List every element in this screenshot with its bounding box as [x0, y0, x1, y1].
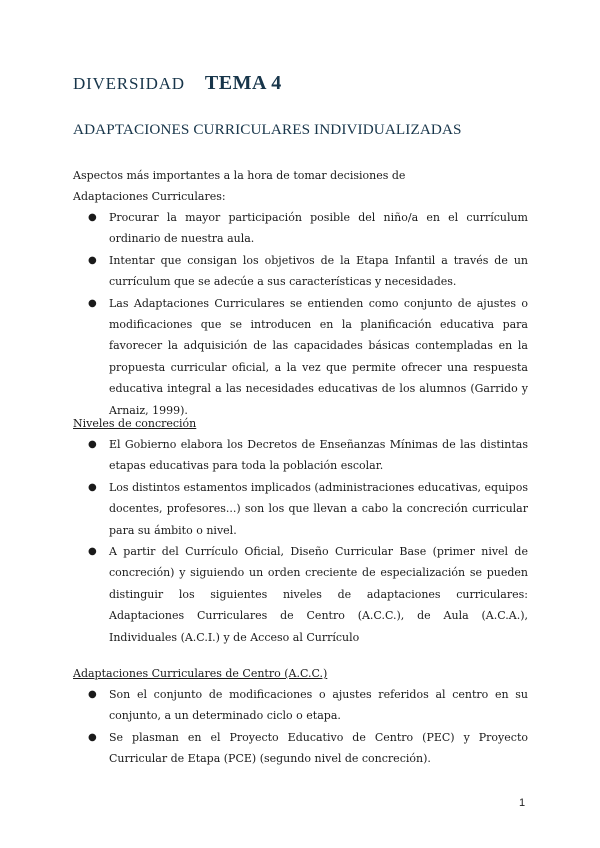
list-item: [73, 250, 528, 293]
bullet-icon: ●: [88, 546, 97, 558]
list-item-text: A partir del Currículo Oficial, Diseño Curricular Base (primer nivel de concreción) y siguiendo un orden creciente de especialización se pueden distinguir los siguientes niveles de adaptaciones curriculares: Adaptaciones Curriculares de Centro (A.C.C.), de Aula (A.C.A.), Individuales (A.C.I.) y de Acceso al Currículo: [109, 545, 528, 644]
list-item-text: Intentar que consigan los objetivos de la Etapa Infantil a través de un currículum que se adecúe a sus características y necesidades.: [109, 253, 528, 289]
list-item: [73, 477, 528, 541]
tema-title: TEMA 4: [204, 72, 282, 94]
list-item-text: El Gobierno elabora los Decretos de Enseñanzas Mínimas de las distintas etapas educativas para toda la población escolar.: [109, 438, 528, 473]
list-item: [73, 207, 528, 250]
intro-bullet-list: [73, 207, 528, 421]
bullet-icon: ●: [88, 439, 97, 450]
page-number: 1: [519, 797, 526, 809]
bullet-icon: ●: [88, 731, 97, 743]
subject-title: DIVERSIDAD: [73, 74, 185, 93]
list-item-text: Se plasman en el Proyecto Educativo de Centro (PEC) y Proyecto Curricular de Etapa (PCE) (segundo nivel de concreción).: [109, 730, 528, 766]
bullet-icon: ●: [88, 212, 97, 223]
niveles-heading: Niveles de concreción: [73, 417, 197, 430]
list-item-text: Los distintos estamentos implicados (administraciones educativas, equipos docentes, profesores...) son los que llevan a cabo la concreción curricular para su ámbito o nivel.: [109, 480, 528, 537]
list-item-text: Procurar la mayor participación posible del niño/a en el currículum ordinario de nuestra aula.: [109, 211, 528, 246]
bullet-icon: ●: [88, 297, 97, 309]
acc-heading: Adaptaciones Curriculares de Centro (A.C.C.): [73, 667, 328, 680]
list-item-text: Las Adaptaciones Curriculares se entienden como conjunto de ajustes o modificaciones que se introducen en la planificación educativa para favorecer la adquisición de las capacidades básicas contempladas en la propuesta curricular oficial, a la vez que permite ofrecer una respuesta educativa integral a las necesidades educativas de los alumnos (Garrido y Arnaiz, 1999).: [109, 296, 528, 417]
niveles-bullet-list: [73, 434, 528, 648]
bullet-icon: ●: [88, 254, 97, 266]
list-item: [73, 541, 528, 648]
bullet-icon: ●: [88, 689, 97, 700]
bullet-icon: ●: [88, 481, 97, 493]
intro-paragraph: Aspectos más importantes a la hora de tomar decisiones de Adaptaciones Curriculares:: [73, 169, 406, 203]
list-item-text: Son el conjunto de modificaciones o ajustes referidos al centro en su conjunto, a un determinado ciclo o etapa.: [109, 688, 528, 723]
acc-bullet-list: [73, 684, 528, 770]
section-title: ADAPTACIONES CURRICULARES INDIVIDUALIZADAS: [73, 121, 462, 138]
list-item: [73, 727, 528, 770]
list-item: [73, 434, 528, 477]
list-item: [73, 684, 528, 727]
list-item: [73, 293, 528, 421]
document-header: [73, 72, 282, 95]
